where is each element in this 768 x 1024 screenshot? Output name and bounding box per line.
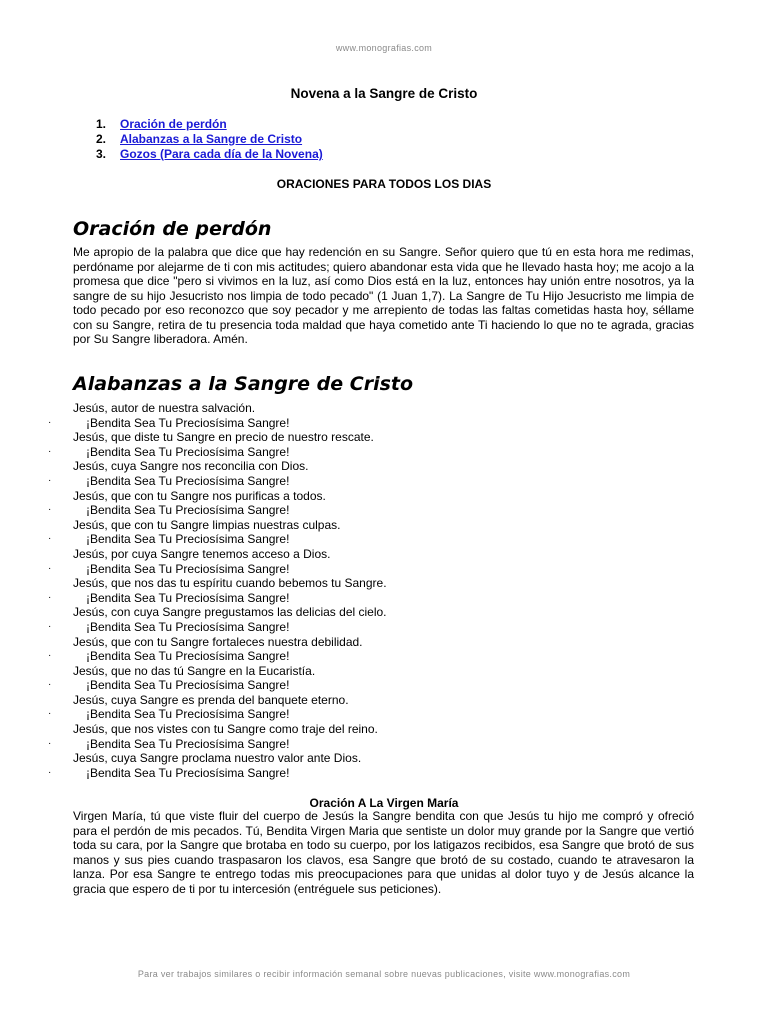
bullet-icon: · [48, 766, 52, 778]
toc-number: 3. [96, 147, 107, 161]
bullet-icon: · [48, 533, 52, 545]
bullet-icon: · [48, 591, 52, 603]
litany-response-text: ¡Bendita Sea Tu Preciosísima Sangre! [86, 707, 290, 722]
toc-item [96, 117, 323, 132]
document-title: Novena a la Sangre de Cristo [290, 86, 478, 101]
paragraph-oracion-perdon: Me apropio de la palabra que dice que hay redención en su Sangre. Señor quiero que tú en esta hora me redimas, perdóname por alejarme de ti con mis actitudes; quiero abandonar esta vida que he llevado hasta hoy; me acojo a la promesa que dice "pero si vivimos en la luz, así como Dios está en la luz, entonces hay unión entre nosotros, ya la sangre de su hijo Jesucristo nos limpia de todo pecado" (1 Juan 1,7). La Sangre de Tu Hijo Jesucristo me limpia de todo pecado por eso reconozco que soy pecador y me arrepiento de todas las faltas cometidas hasta hoy, séllame con su Sangre, retira de tu presencia toda maldad que haya cometido ante Ti haciendo lo que no te agrada, gracias por Su Sangre liberadora. Amén. [73, 245, 694, 346]
litany-response-text: ¡Bendita Sea Tu Preciosísima Sangre! [86, 473, 290, 488]
litany-response-text: ¡Bendita Sea Tu Preciosísima Sangre! [86, 765, 290, 780]
bullet-icon: · [48, 620, 52, 632]
litany-response [0, 707, 768, 722]
litany-response [0, 737, 768, 752]
bullet-icon: · [48, 445, 52, 457]
litany-invocation: Jesús, que con tu Sangre limpias nuestras culpas. [73, 517, 341, 532]
litany-response-text: ¡Bendita Sea Tu Preciosísima Sangre! [86, 444, 290, 459]
litany-response [0, 766, 768, 781]
litany-response [0, 416, 768, 431]
litany-response [0, 591, 768, 606]
litany-invocation: Jesús, cuya Sangre proclama nuestro valor ante Dios. [73, 751, 362, 766]
litany-response [0, 445, 768, 460]
litany-invocation: Jesús, que nos vistes con tu Sangre como traje del reino. [73, 722, 378, 737]
section-subtitle: ORACIONES PARA TODOS LOS DIAS [276, 177, 492, 191]
toc-link-oracion-perdon[interactable]: Oración de perdón [120, 117, 227, 131]
litany-invocation: Jesús, que diste tu Sangre en precio de nuestro rescate. [73, 430, 374, 445]
litany-invocation: Jesús, cuya Sangre es prenda del banquete eterno. [73, 692, 349, 707]
litany-invocation: Jesús, que nos das tu espíritu cuando bebemos tu Sangre. [73, 576, 387, 591]
toc-item [96, 132, 323, 147]
litany-list [0, 401, 768, 780]
toc-link-gozos[interactable]: Gozos (Para cada día de la Novena) [120, 147, 323, 161]
litany-response [0, 503, 768, 518]
litany-response [0, 532, 768, 547]
heading-alabanzas: Alabanzas a la Sangre de Cristo [73, 373, 414, 395]
bullet-icon: · [48, 562, 52, 574]
litany-invocation: Jesús, que no das tú Sangre en la Eucaristía. [73, 663, 316, 678]
toc-item [96, 147, 323, 162]
litany-response-text: ¡Bendita Sea Tu Preciosísima Sangre! [86, 415, 290, 430]
bullet-icon: · [48, 650, 52, 662]
bullet-icon: · [48, 416, 52, 428]
toc-number: 1. [96, 117, 107, 131]
litany-response-text: ¡Bendita Sea Tu Preciosísima Sangre! [86, 503, 290, 518]
bullet-icon: · [48, 737, 52, 749]
litany-invocation: Jesús, con cuya Sangre pregustamos las delicias del cielo. [73, 605, 387, 620]
site-footer: Para ver trabajos similares o recibir información semanal sobre nuevas publicaciones, visite www.monografias.com [137, 969, 631, 979]
litany-invocation: Jesús, que con tu Sangre nos purificas a todos. [73, 488, 326, 503]
litany-invocation: Jesús, por cuya Sangre tenemos acceso a Dios. [73, 546, 331, 561]
litany-response [0, 562, 768, 577]
litany-response-text: ¡Bendita Sea Tu Preciosísima Sangre! [86, 649, 290, 664]
paragraph-oracion-virgen: Virgen María, tú que viste fluir del cuerpo de Jesús la Sangre bendita con que Jesús tu hijo me compró y ofreció para el perdón de mis pecados. Tú, Bendita Virgen Maria que sentiste un dolor muy grande por la Sangre que vertió toda su cara, por la Sangre que brotaba en todo su cuerpo, por los latigazos recibidos, esa Sangre que brotó de sus manos y sus pies cuando traspasaron los clavos, esa Sangre que brotó de su costado, cuando te atravesaron la lanza. Por esa Sangre te entrego todas mis preocupaciones para que unidas al dolor tuyo y de Jesús alcance la gracia que espero de ti por tu intercesión (entréguele sus peticiones). [73, 809, 694, 896]
litany-invocation: Jesús, cuya Sangre nos reconcilia con Dios. [73, 459, 309, 474]
bullet-icon: · [48, 474, 52, 486]
litany-response-text: ¡Bendita Sea Tu Preciosísima Sangre! [86, 561, 290, 576]
litany-response-text: ¡Bendita Sea Tu Preciosísima Sangre! [86, 619, 290, 634]
litany-response-text: ¡Bendita Sea Tu Preciosísima Sangre! [86, 736, 290, 751]
litany-response [0, 620, 768, 635]
bullet-icon: · [48, 504, 52, 516]
toc-link-alabanzas[interactable]: Alabanzas a la Sangre de Cristo [120, 132, 303, 146]
bullet-icon: · [48, 708, 52, 720]
litany-response [0, 474, 768, 489]
toc-number: 2. [96, 132, 107, 146]
bullet-icon: · [48, 679, 52, 691]
litany-response-text: ¡Bendita Sea Tu Preciosísima Sangre! [86, 532, 290, 547]
litany-response-text: ¡Bendita Sea Tu Preciosísima Sangre! [86, 590, 290, 605]
litany-invocation: Jesús, que con tu Sangre fortaleces nuestra debilidad. [73, 634, 363, 649]
litany-response [0, 649, 768, 664]
site-header: www.monografias.com [335, 43, 433, 53]
litany-response-text: ¡Bendita Sea Tu Preciosísima Sangre! [86, 678, 290, 693]
litany-response [0, 678, 768, 693]
table-of-contents [96, 117, 323, 162]
heading-oracion-virgen: Oración A La Virgen María [309, 796, 459, 810]
heading-oracion-perdon: Oración de perdón [73, 218, 272, 240]
litany-invocation: Jesús, autor de nuestra salvación. [73, 401, 256, 415]
